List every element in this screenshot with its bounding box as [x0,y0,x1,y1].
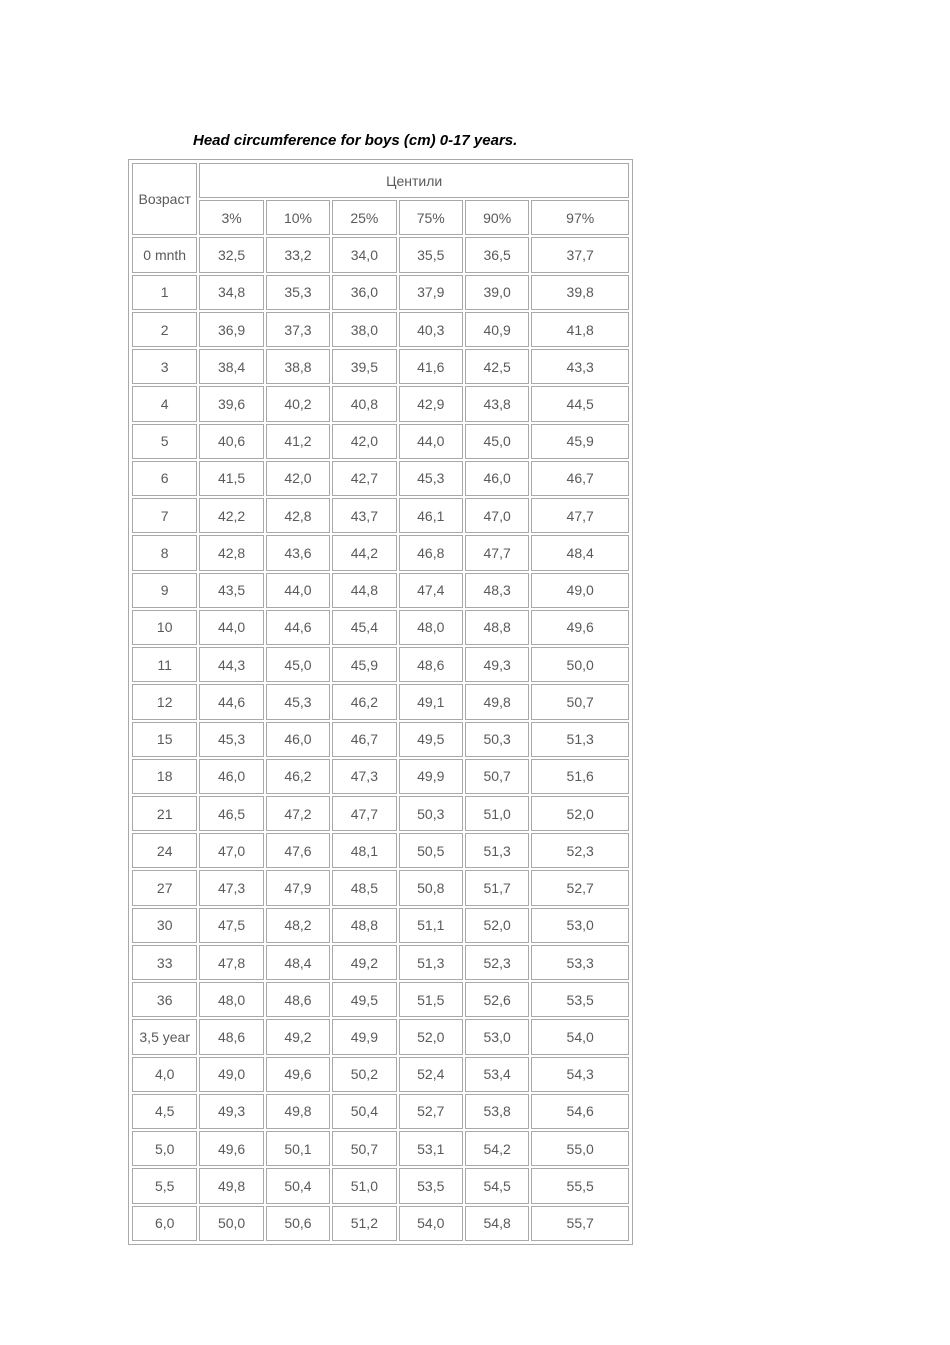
value-cell: 51,6 [531,759,629,794]
age-cell: 3,5 year [132,1019,197,1054]
value-cell: 50,4 [266,1168,330,1203]
value-cell: 40,6 [199,424,263,459]
value-cell: 50,6 [266,1206,330,1241]
age-cell: 27 [132,870,197,905]
table-row [132,573,629,608]
age-cell: 5 [132,424,197,459]
value-cell: 40,2 [266,386,330,421]
value-cell: 45,0 [465,424,529,459]
percentile-header: 75% [399,200,463,235]
table-row [132,647,629,682]
age-cell: 6,0 [132,1206,197,1241]
value-cell: 48,6 [266,982,330,1017]
centile-table-frame [128,159,633,1245]
table-row [132,461,629,496]
value-cell: 49,3 [199,1094,263,1129]
value-cell: 42,0 [266,461,330,496]
value-cell: 38,4 [199,349,263,384]
value-cell: 50,2 [332,1057,396,1092]
value-cell: 51,3 [465,833,529,868]
value-cell: 46,7 [332,722,396,757]
value-cell: 54,0 [399,1206,463,1241]
age-cell: 1 [132,275,197,310]
value-cell: 48,8 [332,908,396,943]
value-cell: 47,9 [266,870,330,905]
value-cell: 44,2 [332,535,396,570]
table-row [132,796,629,831]
table-row [132,1206,629,1241]
age-cell: 6 [132,461,197,496]
value-cell: 37,9 [399,275,463,310]
value-cell: 54,0 [531,1019,629,1054]
value-cell: 48,8 [465,610,529,645]
value-cell: 42,0 [332,424,396,459]
value-cell: 44,3 [199,647,263,682]
value-cell: 51,2 [332,1206,396,1241]
value-cell: 50,4 [332,1094,396,1129]
table-row [132,833,629,868]
value-cell: 53,3 [531,945,629,980]
value-cell: 49,5 [399,722,463,757]
age-cell: 7 [132,498,197,533]
value-cell: 50,7 [465,759,529,794]
value-cell: 36,0 [332,275,396,310]
table-row [132,982,629,1017]
value-cell: 49,8 [266,1094,330,1129]
value-cell: 44,8 [332,573,396,608]
value-cell: 38,0 [332,312,396,347]
value-cell: 32,5 [199,237,263,272]
age-cell: 21 [132,796,197,831]
value-cell: 48,5 [332,870,396,905]
value-cell: 52,0 [531,796,629,831]
value-cell: 49,9 [332,1019,396,1054]
value-cell: 51,7 [465,870,529,905]
age-cell: 0 mnth [132,237,197,272]
value-cell: 48,3 [465,573,529,608]
value-cell: 51,0 [465,796,529,831]
value-cell: 53,0 [531,908,629,943]
age-cell: 4,5 [132,1094,197,1129]
value-cell: 40,8 [332,386,396,421]
age-cell: 11 [132,647,197,682]
value-cell: 52,3 [465,945,529,980]
value-cell: 53,1 [399,1131,463,1166]
value-cell: 39,6 [199,386,263,421]
value-cell: 35,3 [266,275,330,310]
value-cell: 44,0 [199,610,263,645]
table-row [132,945,629,980]
value-cell: 44,6 [199,684,263,719]
value-cell: 49,1 [399,684,463,719]
value-cell: 36,9 [199,312,263,347]
value-cell: 49,9 [399,759,463,794]
value-cell: 55,0 [531,1131,629,1166]
value-cell: 47,0 [465,498,529,533]
value-cell: 43,6 [266,535,330,570]
value-cell: 40,3 [399,312,463,347]
value-cell: 42,5 [465,349,529,384]
table-row [132,424,629,459]
value-cell: 48,6 [399,647,463,682]
value-cell: 48,4 [266,945,330,980]
value-cell: 55,7 [531,1206,629,1241]
value-cell: 39,0 [465,275,529,310]
age-cell: 2 [132,312,197,347]
table-row [132,237,629,272]
value-cell: 48,4 [531,535,629,570]
age-cell: 10 [132,610,197,645]
value-cell: 47,7 [465,535,529,570]
percentile-header: 25% [332,200,396,235]
value-cell: 53,8 [465,1094,529,1129]
value-cell: 50,3 [465,722,529,757]
value-cell: 34,0 [332,237,396,272]
percentile-header: 3% [199,200,263,235]
value-cell: 50,3 [399,796,463,831]
age-column-header: Возраст [132,163,197,235]
value-cell: 52,7 [531,870,629,905]
table-row [132,1131,629,1166]
value-cell: 51,3 [531,722,629,757]
value-cell: 38,8 [266,349,330,384]
value-cell: 47,8 [199,945,263,980]
value-cell: 34,8 [199,275,263,310]
value-cell: 42,8 [266,498,330,533]
value-cell: 47,3 [199,870,263,905]
value-cell: 47,5 [199,908,263,943]
value-cell: 45,0 [266,647,330,682]
value-cell: 49,8 [465,684,529,719]
value-cell: 35,5 [399,237,463,272]
table-row [132,1094,629,1129]
value-cell: 42,7 [332,461,396,496]
value-cell: 39,8 [531,275,629,310]
value-cell: 52,6 [465,982,529,1017]
value-cell: 45,3 [266,684,330,719]
value-cell: 41,2 [266,424,330,459]
table-body [132,163,629,1241]
age-cell: 30 [132,908,197,943]
value-cell: 43,3 [531,349,629,384]
value-cell: 47,0 [199,833,263,868]
table-row [132,1057,629,1092]
value-cell: 49,6 [531,610,629,645]
value-cell: 46,2 [332,684,396,719]
table-row [132,908,629,943]
value-cell: 51,0 [332,1168,396,1203]
value-cell: 53,5 [531,982,629,1017]
percentile-header-row [132,200,629,235]
value-cell: 46,7 [531,461,629,496]
table-row [132,275,629,310]
value-cell: 47,6 [266,833,330,868]
value-cell: 48,0 [199,982,263,1017]
page-title: Head circumference for boys (cm) 0-17 years. [193,132,518,149]
value-cell: 47,4 [399,573,463,608]
value-cell: 45,3 [399,461,463,496]
value-cell: 41,8 [531,312,629,347]
value-cell: 39,5 [332,349,396,384]
value-cell: 40,9 [465,312,529,347]
value-cell: 49,6 [266,1057,330,1092]
value-cell: 49,3 [465,647,529,682]
table-row [132,722,629,757]
age-cell: 15 [132,722,197,757]
age-cell: 12 [132,684,197,719]
value-cell: 48,0 [399,610,463,645]
value-cell: 48,2 [266,908,330,943]
value-cell: 50,7 [531,684,629,719]
value-cell: 46,0 [465,461,529,496]
value-cell: 52,7 [399,1094,463,1129]
centile-group-header: Центили [199,163,629,198]
value-cell: 54,6 [531,1094,629,1129]
table-row [132,386,629,421]
value-cell: 49,2 [266,1019,330,1054]
value-cell: 52,0 [399,1019,463,1054]
value-cell: 51,5 [399,982,463,1017]
value-cell: 53,4 [465,1057,529,1092]
value-cell: 53,0 [465,1019,529,1054]
value-cell: 46,8 [399,535,463,570]
value-cell: 44,5 [531,386,629,421]
value-cell: 49,5 [332,982,396,1017]
table-row [132,349,629,384]
value-cell: 46,2 [266,759,330,794]
percentile-header: 97% [531,200,629,235]
value-cell: 37,7 [531,237,629,272]
value-cell: 50,8 [399,870,463,905]
table-row [132,535,629,570]
value-cell: 47,2 [266,796,330,831]
value-cell: 41,6 [399,349,463,384]
value-cell: 45,9 [531,424,629,459]
value-cell: 45,9 [332,647,396,682]
value-cell: 43,8 [465,386,529,421]
value-cell: 51,1 [399,908,463,943]
value-cell: 50,0 [199,1206,263,1241]
value-cell: 43,7 [332,498,396,533]
value-cell: 54,8 [465,1206,529,1241]
table-row [132,1168,629,1203]
age-cell: 3 [132,349,197,384]
value-cell: 42,2 [199,498,263,533]
value-cell: 46,5 [199,796,263,831]
header-row [132,163,629,198]
value-cell: 52,0 [465,908,529,943]
value-cell: 47,7 [332,796,396,831]
age-cell: 4 [132,386,197,421]
percentile-header: 10% [266,200,330,235]
value-cell: 48,6 [199,1019,263,1054]
value-cell: 42,9 [399,386,463,421]
table-row [132,684,629,719]
value-cell: 43,5 [199,573,263,608]
age-cell: 4,0 [132,1057,197,1092]
value-cell: 42,8 [199,535,263,570]
value-cell: 54,2 [465,1131,529,1166]
value-cell: 49,8 [199,1168,263,1203]
value-cell: 53,5 [399,1168,463,1203]
value-cell: 54,3 [531,1057,629,1092]
value-cell: 46,0 [266,722,330,757]
value-cell: 49,2 [332,945,396,980]
value-cell: 49,6 [199,1131,263,1166]
age-cell: 24 [132,833,197,868]
value-cell: 37,3 [266,312,330,347]
value-cell: 50,5 [399,833,463,868]
value-cell: 47,7 [531,498,629,533]
value-cell: 45,4 [332,610,396,645]
value-cell: 52,4 [399,1057,463,1092]
table-row [132,759,629,794]
value-cell: 44,0 [266,573,330,608]
table-row [132,1019,629,1054]
table-row [132,870,629,905]
value-cell: 44,6 [266,610,330,645]
age-cell: 8 [132,535,197,570]
table-row [132,312,629,347]
head-circumference-table [130,161,631,1243]
value-cell: 50,7 [332,1131,396,1166]
value-cell: 44,0 [399,424,463,459]
value-cell: 52,3 [531,833,629,868]
value-cell: 33,2 [266,237,330,272]
value-cell: 49,0 [531,573,629,608]
age-cell: 36 [132,982,197,1017]
table-row [132,610,629,645]
value-cell: 46,0 [199,759,263,794]
age-cell: 5,5 [132,1168,197,1203]
age-cell: 33 [132,945,197,980]
value-cell: 51,3 [399,945,463,980]
value-cell: 48,1 [332,833,396,868]
value-cell: 45,3 [199,722,263,757]
value-cell: 54,5 [465,1168,529,1203]
value-cell: 41,5 [199,461,263,496]
table-row [132,498,629,533]
age-cell: 9 [132,573,197,608]
value-cell: 47,3 [332,759,396,794]
value-cell: 50,1 [266,1131,330,1166]
value-cell: 50,0 [531,647,629,682]
value-cell: 55,5 [531,1168,629,1203]
age-cell: 18 [132,759,197,794]
value-cell: 49,0 [199,1057,263,1092]
value-cell: 36,5 [465,237,529,272]
age-cell: 5,0 [132,1131,197,1166]
percentile-header: 90% [465,200,529,235]
value-cell: 46,1 [399,498,463,533]
